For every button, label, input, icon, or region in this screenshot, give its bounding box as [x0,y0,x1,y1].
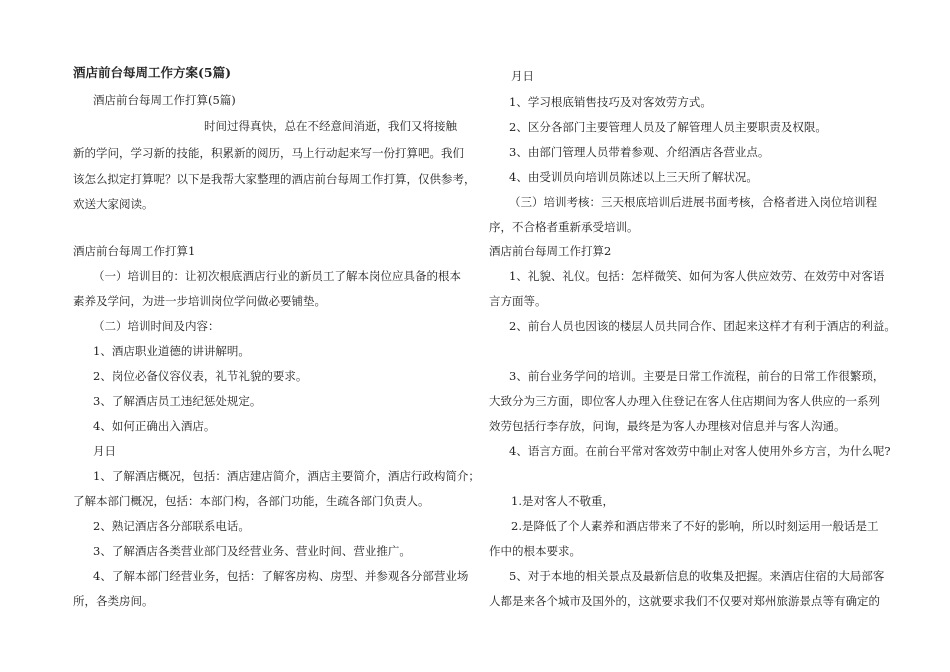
list-item: 2、区分各部门主要管理人员及了解管理人员主要职责及权限。 [509,120,827,134]
list-item: 1、酒店职业道德的讲讲解明。 [93,344,250,358]
month-day-label: 月日 [511,69,534,83]
assessment-line: 序，不合格者重新承受培训。 [489,220,639,234]
purpose-line: （一）培训目的：让初次根底酒店行业的新员工了解本岗位应具备的根本 [93,269,461,283]
list-item: 大致分为三方面，即位客人办理入住登记在客人住店期间为客人供应的一系列 [489,394,880,408]
intro-line: 该怎么拟定打算呢？以下是我帮大家整理的酒店前台每周工作打算，仅供参考， [73,172,476,186]
list-item: 4、语言方面。在前台平常对客效劳中制止对客人使用外乡方言，为什么呢? [509,444,891,458]
list-item: 了解本部门概况，包括：本部门构，各部门功能，生疏各部门负责人。 [73,494,430,508]
intro-line: 时间过得真快，总在不经意间消逝，我们又将接触 [204,119,457,133]
month-day-label: 月日 [93,444,116,458]
list-item: 3、前台业务学问的培训。主要是日常工作流程，前台的日常工作很繁琐， [509,369,885,383]
list-item: 效劳包括行李存放，问询，最终是为客人办理核对信息并与客人沟通。 [489,419,846,433]
purpose-line: 素养及学问，为进一步培训岗位学问做必要铺垫。 [73,294,326,308]
list-item: 4、由受训员向培训员陈述以上三天所了解状况。 [509,170,758,184]
list-item: 2、岗位必备仪容仪表，礼节礼貌的要求。 [93,369,308,383]
list-item: 1、礼貌、礼仪。包括：怎样微笑、如何为客人供应效劳、在效劳中对客语 [509,269,885,283]
document-subtitle: 酒店前台每周工作打算(5篇) [93,93,236,107]
list-item: 2、熟记酒店各分部联系电话。 [93,519,250,533]
document-title: 酒店前台每周工作方案(5篇) [73,65,232,80]
list-item: 5、对于本地的相关景点及最新信息的收集及把握。来酒店住宿的大局部客 [509,569,885,583]
list-item: 2.是降低了个人素养和酒店带来了不好的影响，所以时刻运用一般话是工 [511,519,879,533]
time-content-heading: （二）培训时间及内容： [93,319,220,333]
list-item: 言方面等。 [489,294,547,308]
list-item: 4、了解本部门经营业务，包括：了解客房构、房型、并参观各分部营业场 [93,569,469,583]
list-item: 1、学习根底销售技巧及对客效劳方式。 [509,95,712,109]
list-item: 3、由部门管理人员带着参观、介绍酒店各营业点。 [509,145,770,159]
list-item: 作中的根本要求。 [489,544,581,558]
list-item: 1、了解酒店概况，包括：酒店建店简介，酒店主要简介，酒店行政构简介； [93,469,480,483]
list-item: 4、如何正确出入酒店。 [93,419,216,433]
list-item: 所，各类房间。 [73,594,154,608]
list-item: 2、前台人员也因该的楼层人员共同合作、团起来这样才有利于酒店的利益。 [509,319,896,333]
intro-line: 欢送大家阅读。 [73,197,154,211]
list-item: 3、了解酒店各类营业部门及经营业务、营业时间、营业推广。 [93,544,411,558]
list-item: 3、了解酒店员工违纪惩处规定。 [93,394,262,408]
list-item: 1.是对客人不敬重， [511,494,614,508]
assessment-line: （三）培训考核：三天根底培训后进展书面考核，合格者进入岗位培训程 [509,195,877,209]
list-item: 人都是来各个城市及国外的，这就要求我们不仅要对郑州旅游景点等有确定的 [489,594,880,608]
intro-line: 新的学问，学习新的技能，积累新的阅历，马上行动起来写一份打算吧。我们 [73,146,464,160]
plan1-heading: 酒店前台每周工作打算1 [73,244,196,258]
plan2-heading: 酒店前台每周工作打算2 [489,244,612,258]
